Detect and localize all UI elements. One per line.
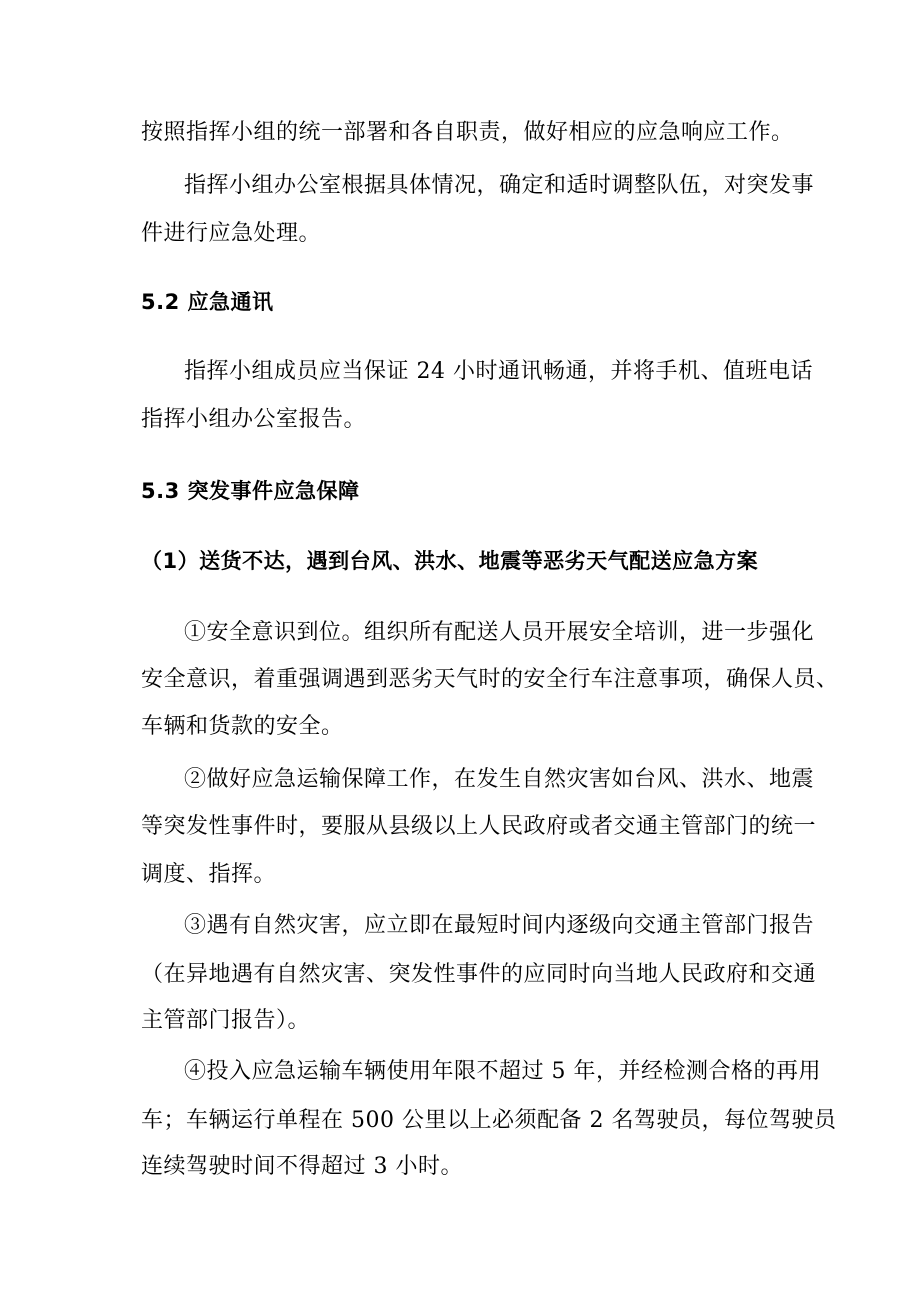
- subsection-heading: （1）送货不达，遇到台风、洪水、地震等恶劣天气配送应急方案: [141, 549, 759, 573]
- section-heading-5-2: 5.2 应急通讯: [141, 290, 274, 314]
- list-item-line: 安全意识，着重强调遇到恶劣天气时的安全行车注意事项，确保人员、: [141, 667, 839, 692]
- list-item-line: ①安全意识到位。组织所有配送人员开展安全培训，进一步强化: [184, 620, 815, 645]
- list-item-line: ③遇有自然灾害，应立即在最短时间内逐级向交通主管部门报告: [184, 913, 815, 938]
- list-item-line: 车；车辆运行单程在 500 公里以上必须配备 2 名驾驶员，每位驾驶员: [141, 1108, 837, 1133]
- paragraph-line: 指挥小组办公室根据具体情况，确定和适时调整队伍，对突发事: [184, 173, 815, 198]
- paragraph-line: 件进行应急处理。: [141, 221, 322, 246]
- list-item-line: 车辆和货款的安全。: [141, 714, 344, 739]
- list-item-line: 等突发性事件时，要服从县级以上人民政府或者交通主管部门的统一: [141, 814, 817, 839]
- section-heading-5-3: 5.3 突发事件应急保障: [141, 479, 360, 503]
- list-item-line: 连续驾驶时间不得超过 3 小时。: [141, 1154, 463, 1179]
- list-item-line: ④投入应急运输车辆使用年限不超过 5 年，并经检测合格的再用: [184, 1059, 821, 1084]
- paragraph-line: 指挥小组办公室报告。: [141, 407, 367, 432]
- list-item-line: 主管部门报告）。: [141, 1008, 311, 1033]
- list-item-line: （在异地遇有自然灾害、突发性事件的应同时向当地人民政府和交通: [141, 962, 817, 987]
- list-item-line: ②做好应急运输保障工作，在发生自然灾害如台风、洪水、地震: [184, 767, 815, 792]
- paragraph-line: 按照指挥小组的统一部署和各自职责，做好相应的应急响应工作。: [141, 120, 794, 145]
- paragraph-line: 指挥小组成员应当保证 24 小时通讯畅通，并将手机、值班电话: [184, 359, 813, 384]
- list-item-line: 调度、指挥。: [141, 862, 277, 887]
